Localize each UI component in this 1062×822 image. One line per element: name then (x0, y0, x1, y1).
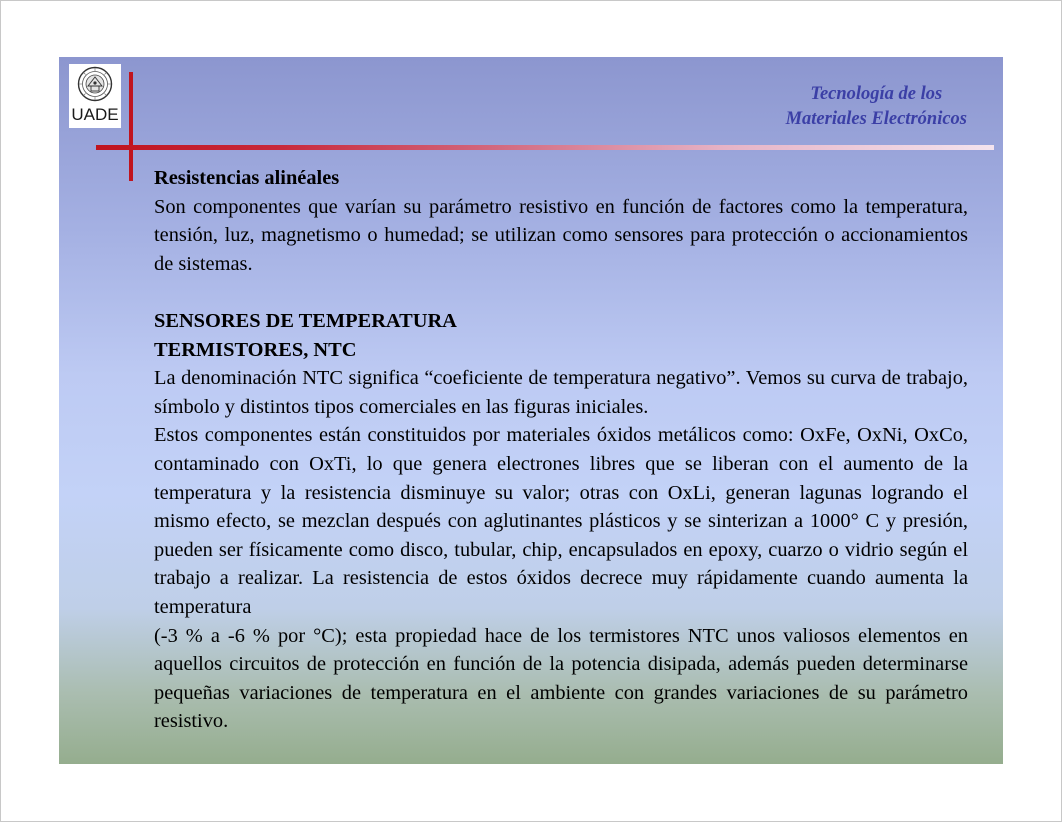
section-heading-termistores: TERMISTORES, NTC (154, 338, 357, 361)
course-title-line-2: Materiales Electrónicos (785, 109, 967, 129)
university-seal-icon (77, 66, 113, 102)
paragraph-ntc-denominacion: La denominación NTC significa “coeficiente de temperatura negativo”. Vemos su curva de trabajo, símbolo y distintos tipos comerciales en las figuras iniciales. (154, 367, 968, 418)
paragraph-ntc-componentes: Estos componentes están constituidos por materiales óxidos metálicos como: OxFe, OxNi, OxCo, contaminado con OxTi, lo que genera electrones libres que se liberan con el aumento de la temperatura y la resistencia disminuye su valor; otras con OxLi, generan lagunas logrando el mismo efecto, se mezclan después con aglutinantes plásticos y se sinterizan a 1000° C y presión, pueden ser físicamente como disco, tubular, chip, encapsulados en epoxy, cuarzo o vidrio según el trabajo a realizar. La resistencia de estos óxidos decrece muy rápidamente cuando aumenta la temperatura (154, 424, 968, 618)
section-heading-sensores: SENSORES DE TEMPERATURA (154, 309, 457, 332)
spacer (154, 278, 968, 307)
logo-text: UADE (71, 105, 119, 124)
uade-logo (69, 64, 121, 128)
section-heading-resistencias: Resistencias alinéales (154, 167, 340, 189)
red-vertical-rule (129, 72, 133, 181)
red-horizontal-rule (96, 145, 994, 150)
paragraph-resistencias: Son componentes que varían su parámetro resistivo en función de factores como la temperatura, tensión, luz, magnetismo o humedad; se utilizan como sensores para protección o accionamientos de sistemas. (154, 195, 968, 275)
paragraph-ntc-propiedad: (-3 % a -6 % por °C); esta propiedad hace de los termistores NTC unos valiosos elementos en aquellos circuitos de protección en función de la potencia disipada, además pueden determinarse pequeñas variaciones de temperatura en el ambiente con grandes variaciones de su parámetro resistivo. (154, 624, 968, 733)
course-title (786, 82, 967, 132)
slide-content (154, 164, 968, 736)
course-title-line-1: Tecnología de los (810, 84, 943, 104)
